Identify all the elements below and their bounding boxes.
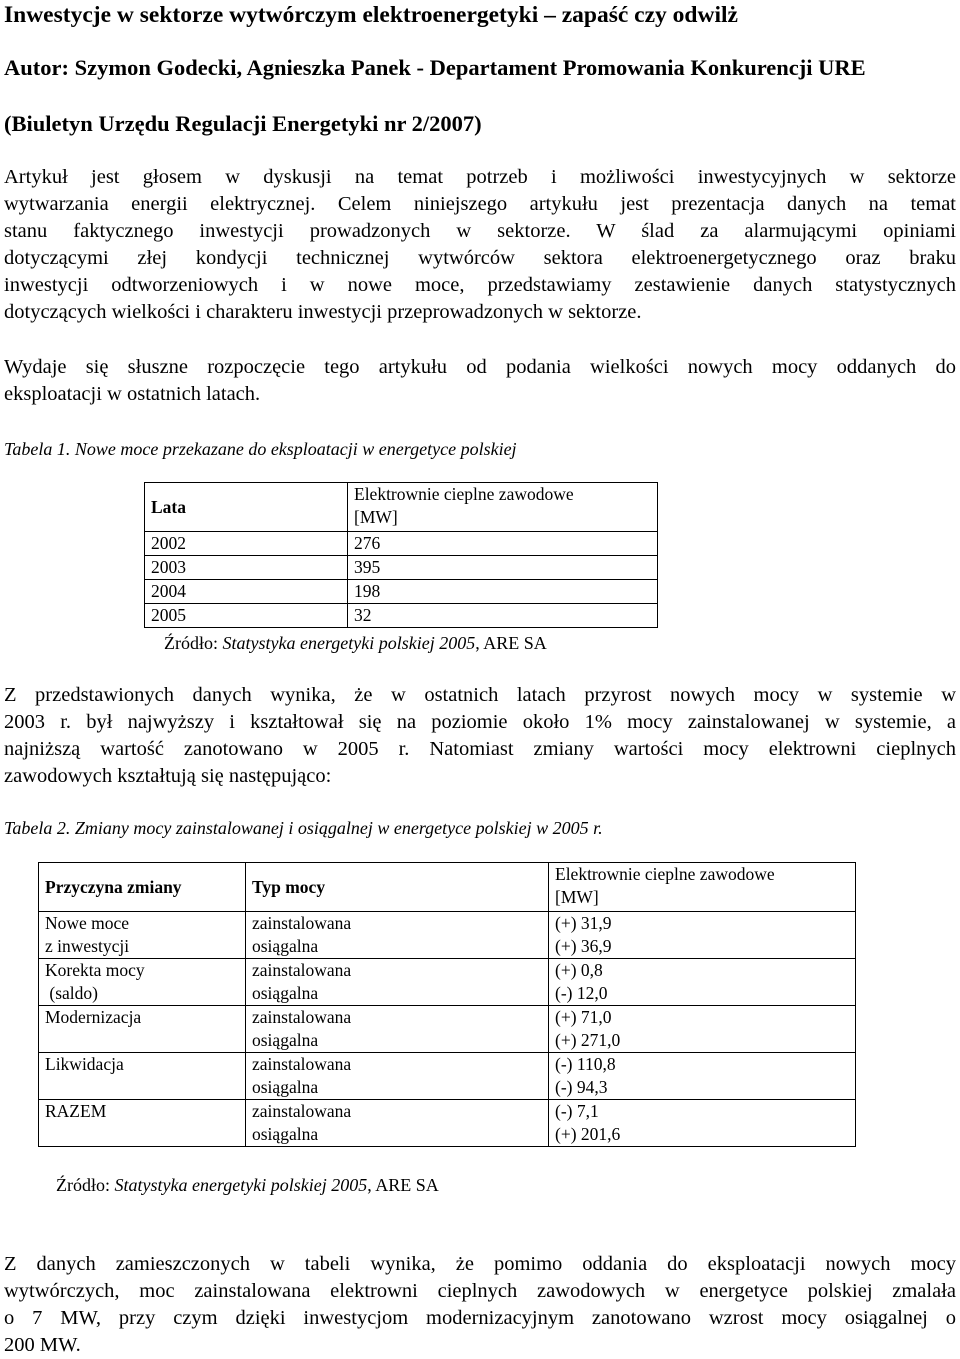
table-row bbox=[145, 556, 658, 580]
table1-header-year: Lata bbox=[145, 483, 348, 532]
table1-header-value-line1: Elektrownie cieplne zawodowe bbox=[354, 484, 574, 504]
text-line: wytwórczych, moc zainstalowana elektrowni cieplnych zawodowych w energetyce polskiej zmalała bbox=[4, 1280, 956, 1302]
type-line: zainstalowana bbox=[252, 913, 352, 933]
type-line: osiągalna bbox=[252, 936, 319, 956]
table1-value-cell: 395 bbox=[348, 556, 658, 580]
table1-header-row bbox=[145, 483, 658, 532]
type-line: osiągalna bbox=[252, 1030, 319, 1050]
table2-header-value-line2: [MW] bbox=[555, 887, 599, 907]
table1-caption bbox=[4, 439, 517, 460]
text-line: 200 MW. bbox=[4, 1334, 81, 1356]
value-line: (+) 71,0 bbox=[555, 1007, 612, 1027]
value-cell bbox=[549, 1100, 856, 1147]
table2-header-value-line1: Elektrownie cieplne zawodowe bbox=[555, 864, 775, 884]
bulletin-reference: (Biuletyn Urzędu Regulacji Energetyki nr 2/2007) bbox=[4, 111, 482, 136]
source-title: Statystyka energetyki polskiej 2005 bbox=[222, 633, 476, 653]
table1-caption-text: Nowe moce przekazane do eksploatacji w energetyce polskiej bbox=[70, 439, 517, 459]
table-row bbox=[145, 604, 658, 628]
table2-header-row bbox=[39, 863, 856, 912]
table-1 bbox=[144, 482, 658, 628]
value-cell bbox=[549, 959, 856, 1006]
text-line: dotyczących wielkości i charakteru inwestycji przeprowadzonych w sektorze. bbox=[4, 301, 642, 323]
table-row bbox=[39, 912, 856, 959]
value-line: (-) 12,0 bbox=[555, 983, 608, 1003]
text-line: wytwarzania energii elektrycznej. Celem niniejszego artykułu jest prezentacja danych na temat bbox=[4, 193, 956, 215]
table1-value-cell: 276 bbox=[348, 532, 658, 556]
reason-line: RAZEM bbox=[45, 1101, 107, 1121]
text-line: dotyczącymi złej kondycji technicznej wytwórców sektora elektroenergetycznego oraz braku bbox=[4, 247, 956, 269]
type-line: osiągalna bbox=[252, 1124, 319, 1144]
text-line: eksploatacji w ostatnich latach. bbox=[4, 383, 261, 405]
text-line: zawodowych kształtują się następująco: bbox=[4, 765, 332, 787]
type-cell bbox=[246, 1006, 549, 1053]
paragraph-4 bbox=[4, 1251, 956, 1359]
reason-line: Nowe moce bbox=[45, 913, 130, 933]
value-line: (+) 31,9 bbox=[555, 913, 612, 933]
table2-header-type: Typ mocy bbox=[246, 863, 549, 912]
source-suffix: , ARE SA bbox=[475, 633, 547, 653]
reason-cell bbox=[39, 1053, 246, 1100]
type-cell bbox=[246, 959, 549, 1006]
value-cell bbox=[549, 1006, 856, 1053]
table2-caption-text: Zmiany mocy zainstalowanej i osiągalnej w energetyce polskiej w 2005 r. bbox=[70, 818, 603, 838]
type-cell bbox=[246, 1053, 549, 1100]
table1-caption-label: Tabela 1. bbox=[4, 439, 71, 459]
table-row bbox=[39, 1100, 856, 1147]
table2-header-value bbox=[549, 863, 856, 912]
value-line: (-) 94,3 bbox=[555, 1077, 608, 1097]
text-line: o 7 MW, przy czym dzięki inwestycjom modernizacyjnym zanotowano wzrost mocy osiągalnej o bbox=[4, 1307, 956, 1329]
table1-year-cell: 2002 bbox=[145, 532, 348, 556]
table1-header-value-line2: [MW] bbox=[354, 507, 398, 527]
table1-value-cell: 32 bbox=[348, 604, 658, 628]
document-title: Inwestycje w sektorze wytwórczym elektroenergetyki – zapaść czy odwilż bbox=[4, 2, 738, 28]
text-line: Z przedstawionych danych wynika, że w ostatnich latach przyrost nowych mocy w systemie w bbox=[4, 684, 956, 706]
reason-cell bbox=[39, 1100, 246, 1147]
paragraph-2 bbox=[4, 354, 956, 408]
table1-year-cell: 2005 bbox=[145, 604, 348, 628]
intro-paragraph bbox=[4, 164, 956, 326]
table-row bbox=[39, 1053, 856, 1100]
reason-line: (saldo) bbox=[45, 983, 98, 1003]
table1-year-cell: 2003 bbox=[145, 556, 348, 580]
type-cell bbox=[246, 1100, 549, 1147]
type-line: osiągalna bbox=[252, 1077, 319, 1097]
text-line: Wydaje się słuszne rozpoczęcie tego artykułu od podania wielkości nowych mocy oddanych do bbox=[4, 356, 956, 378]
type-cell bbox=[246, 912, 549, 959]
value-line: (+) 36,9 bbox=[555, 936, 612, 956]
table1-value-cell: 198 bbox=[348, 580, 658, 604]
table-row bbox=[145, 580, 658, 604]
table2-source bbox=[56, 1175, 439, 1196]
table1-year-cell: 2004 bbox=[145, 580, 348, 604]
source-prefix: Źródło: bbox=[164, 633, 223, 653]
paragraph-3 bbox=[4, 682, 956, 790]
reason-cell bbox=[39, 912, 246, 959]
source-title: Statystyka energetyki polskiej 2005 bbox=[114, 1175, 368, 1195]
reason-line: Korekta mocy bbox=[45, 960, 145, 980]
reason-cell bbox=[39, 1006, 246, 1053]
value-line: (+) 201,6 bbox=[555, 1124, 621, 1144]
table1-header-value bbox=[348, 483, 658, 532]
value-cell bbox=[549, 912, 856, 959]
reason-line: Modernizacja bbox=[45, 1007, 142, 1027]
text-line: Artykuł jest głosem w dyskusji na temat potrzeb i możliwości inwestycyjnych w sektorze bbox=[4, 166, 956, 188]
text-line: najniższą wartość zanotowano w 2005 r. Natomiast zmiany wartości mocy elektrowni cieplnych bbox=[4, 738, 956, 760]
table-row bbox=[145, 532, 658, 556]
type-line: osiągalna bbox=[252, 983, 319, 1003]
table-row bbox=[39, 959, 856, 1006]
reason-line: Likwidacja bbox=[45, 1054, 124, 1074]
source-suffix: , ARE SA bbox=[367, 1175, 439, 1195]
reason-cell bbox=[39, 959, 246, 1006]
type-line: zainstalowana bbox=[252, 1007, 352, 1027]
source-prefix: Źródło: bbox=[56, 1175, 115, 1195]
type-line: zainstalowana bbox=[252, 960, 352, 980]
value-cell bbox=[549, 1053, 856, 1100]
text-line: stanu faktycznego inwestycji prowadzonych w sektorze. W ślad za alarmującymi opiniami bbox=[4, 220, 956, 242]
text-line: 2003 r. był najwyższy i kształtował się na poziomie około 1% mocy zainstalowanej w systemie, a bbox=[4, 711, 956, 733]
author-line: Autor: Szymon Godecki, Agnieszka Panek - Departament Promowania Konkurencji URE bbox=[4, 55, 866, 80]
table1-source bbox=[164, 633, 547, 654]
value-line: (-) 7,1 bbox=[555, 1101, 599, 1121]
value-line: (-) 110,8 bbox=[555, 1054, 616, 1074]
text-line: Z danych zamieszczonych w tabeli wynika, że pomimo oddania do eksploatacji nowych mocy bbox=[4, 1253, 956, 1275]
reason-line: z inwestycji bbox=[45, 936, 130, 956]
table2-caption bbox=[4, 818, 603, 839]
table2-header-reason: Przyczyna zmiany bbox=[39, 863, 246, 912]
value-line: (+) 271,0 bbox=[555, 1030, 621, 1050]
value-line: (+) 0,8 bbox=[555, 960, 603, 980]
table2-caption-label: Tabela 2. bbox=[4, 818, 71, 838]
text-line: inwestycji odtworzeniowych i w nowe moce, przedstawiamy zestawienie danych statystycznych bbox=[4, 274, 956, 296]
type-line: zainstalowana bbox=[252, 1054, 352, 1074]
table-row bbox=[39, 1006, 856, 1053]
type-line: zainstalowana bbox=[252, 1101, 352, 1121]
table-2 bbox=[38, 862, 856, 1147]
